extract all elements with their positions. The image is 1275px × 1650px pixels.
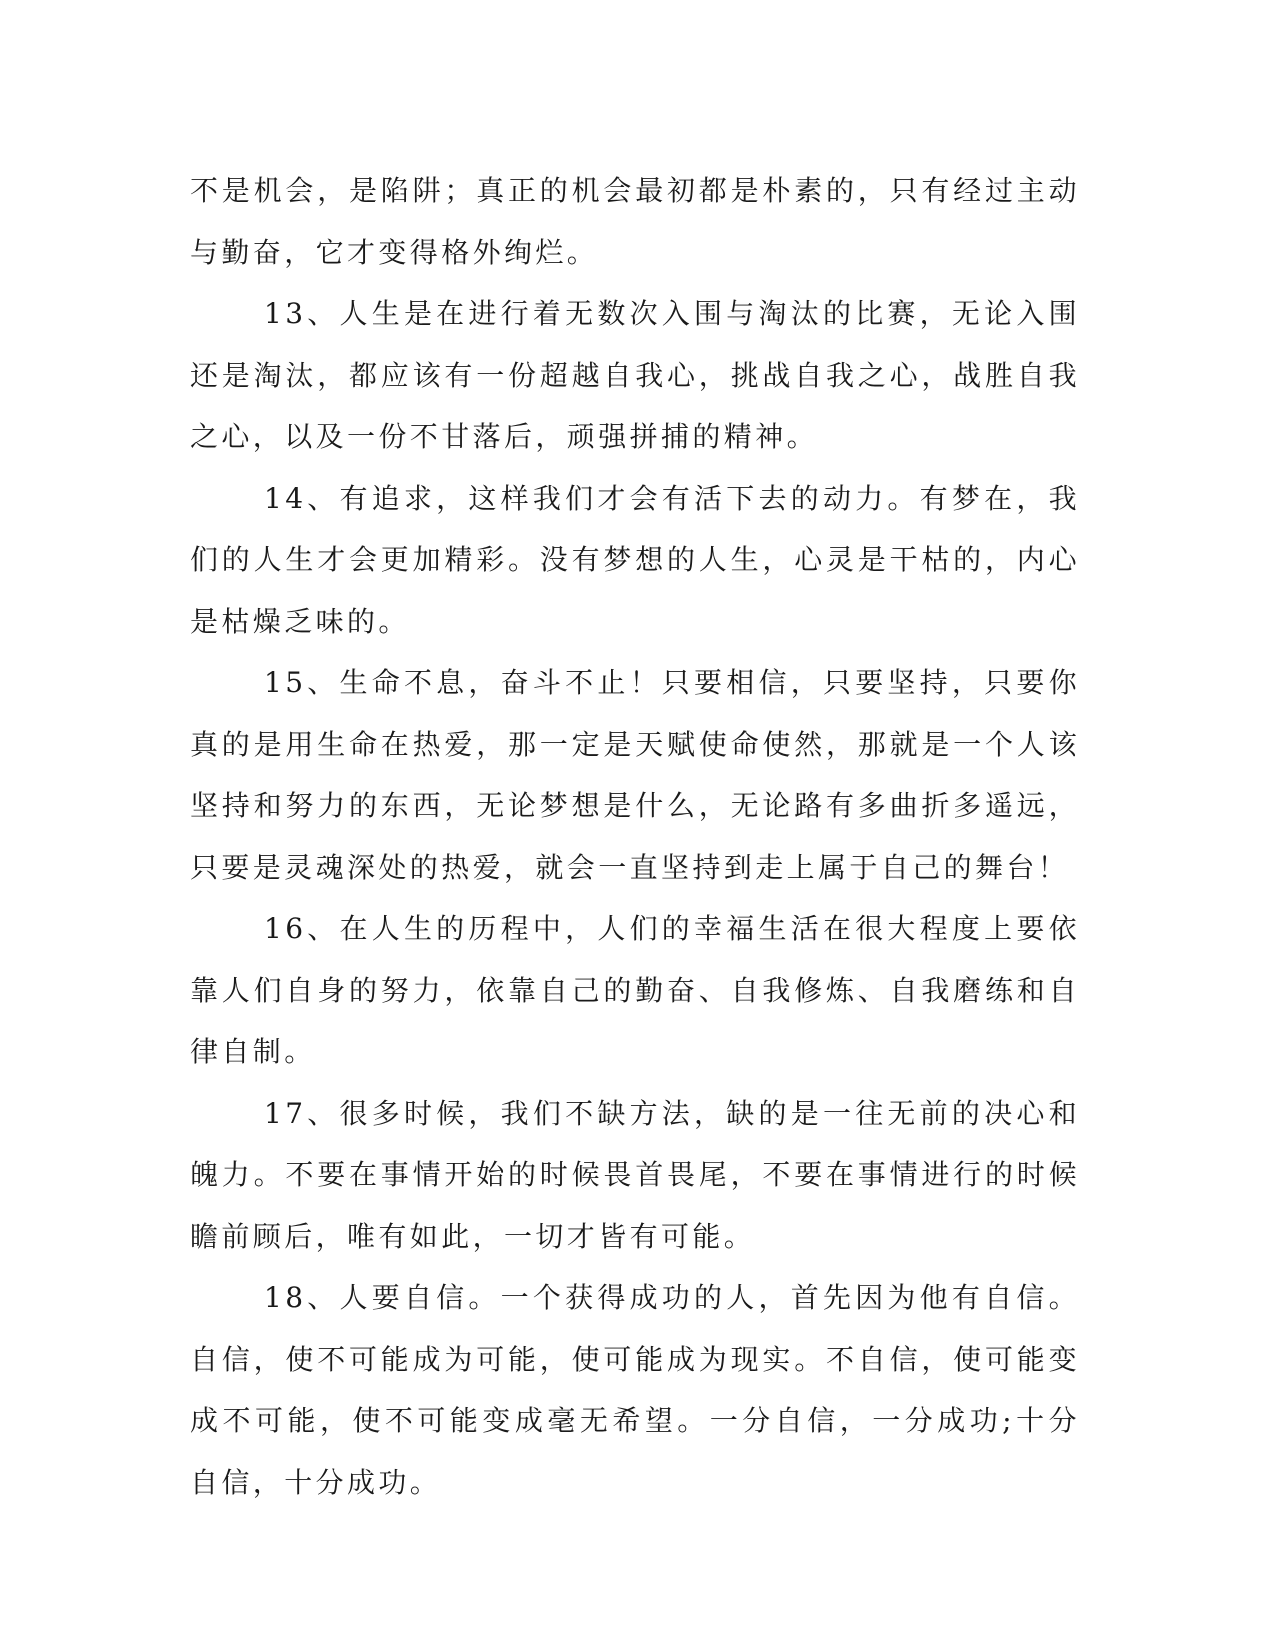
paragraph-13: 13、人生是在进行着无数次入围与淘汰的比赛，无论入围还是淘汰，都应该有一份超越自我心，挑战自我之心，战胜自我之心，以及一份不甘落后，顽强拼捕的精神。 xyxy=(190,297,1080,453)
document-body xyxy=(190,160,1080,1513)
paragraph-14: 14、有追求，这样我们才会有活下去的动力。有梦在，我们的人生才会更加精彩。没有梦想的人生，心灵是干枯的，内心是枯燥乏味的。 xyxy=(190,481,1080,638)
paragraph-17: 17、很多时候，我们不缺方法，缺的是一往无前的决心和魄力。不要在事情开始的时候畏首畏尾，不要在事情进行的时候瞻前顾后，唯有如此，一切才皆有可能。 xyxy=(190,1096,1080,1253)
paragraph-15: 15、生命不息，奋斗不止！只要相信，只要坚持，只要你真的是用生命在热爱，那一定是天赋使命使然，那就是一个人该坚持和努力的东西，无论梦想是什么，无论路有多曲折多遥远，只要是灵魂深处的热爱，就会一直坚持到走上属于自己的舞台！ xyxy=(190,666,1080,884)
paragraph-continuation: 不是机会，是陷阱；真正的机会最初都是朴素的，只有经过主动与勤奋，它才变得格外绚烂。 xyxy=(190,174,1080,269)
paragraph-18: 18、人要自信。一个获得成功的人，首先因为他有自信。自信，使不可能成为可能，使可能成为现实。不自信，使可能变成不可能，使不可能变成毫无希望。一分自信，一分成功;十分自信，十分成功。 xyxy=(190,1281,1080,1499)
paragraph-16: 16、在人生的历程中，人们的幸福生活在很大程度上要依靠人们自身的努力，依靠自己的勤奋、自我修炼、自我磨练和自律自制。 xyxy=(190,912,1080,1068)
